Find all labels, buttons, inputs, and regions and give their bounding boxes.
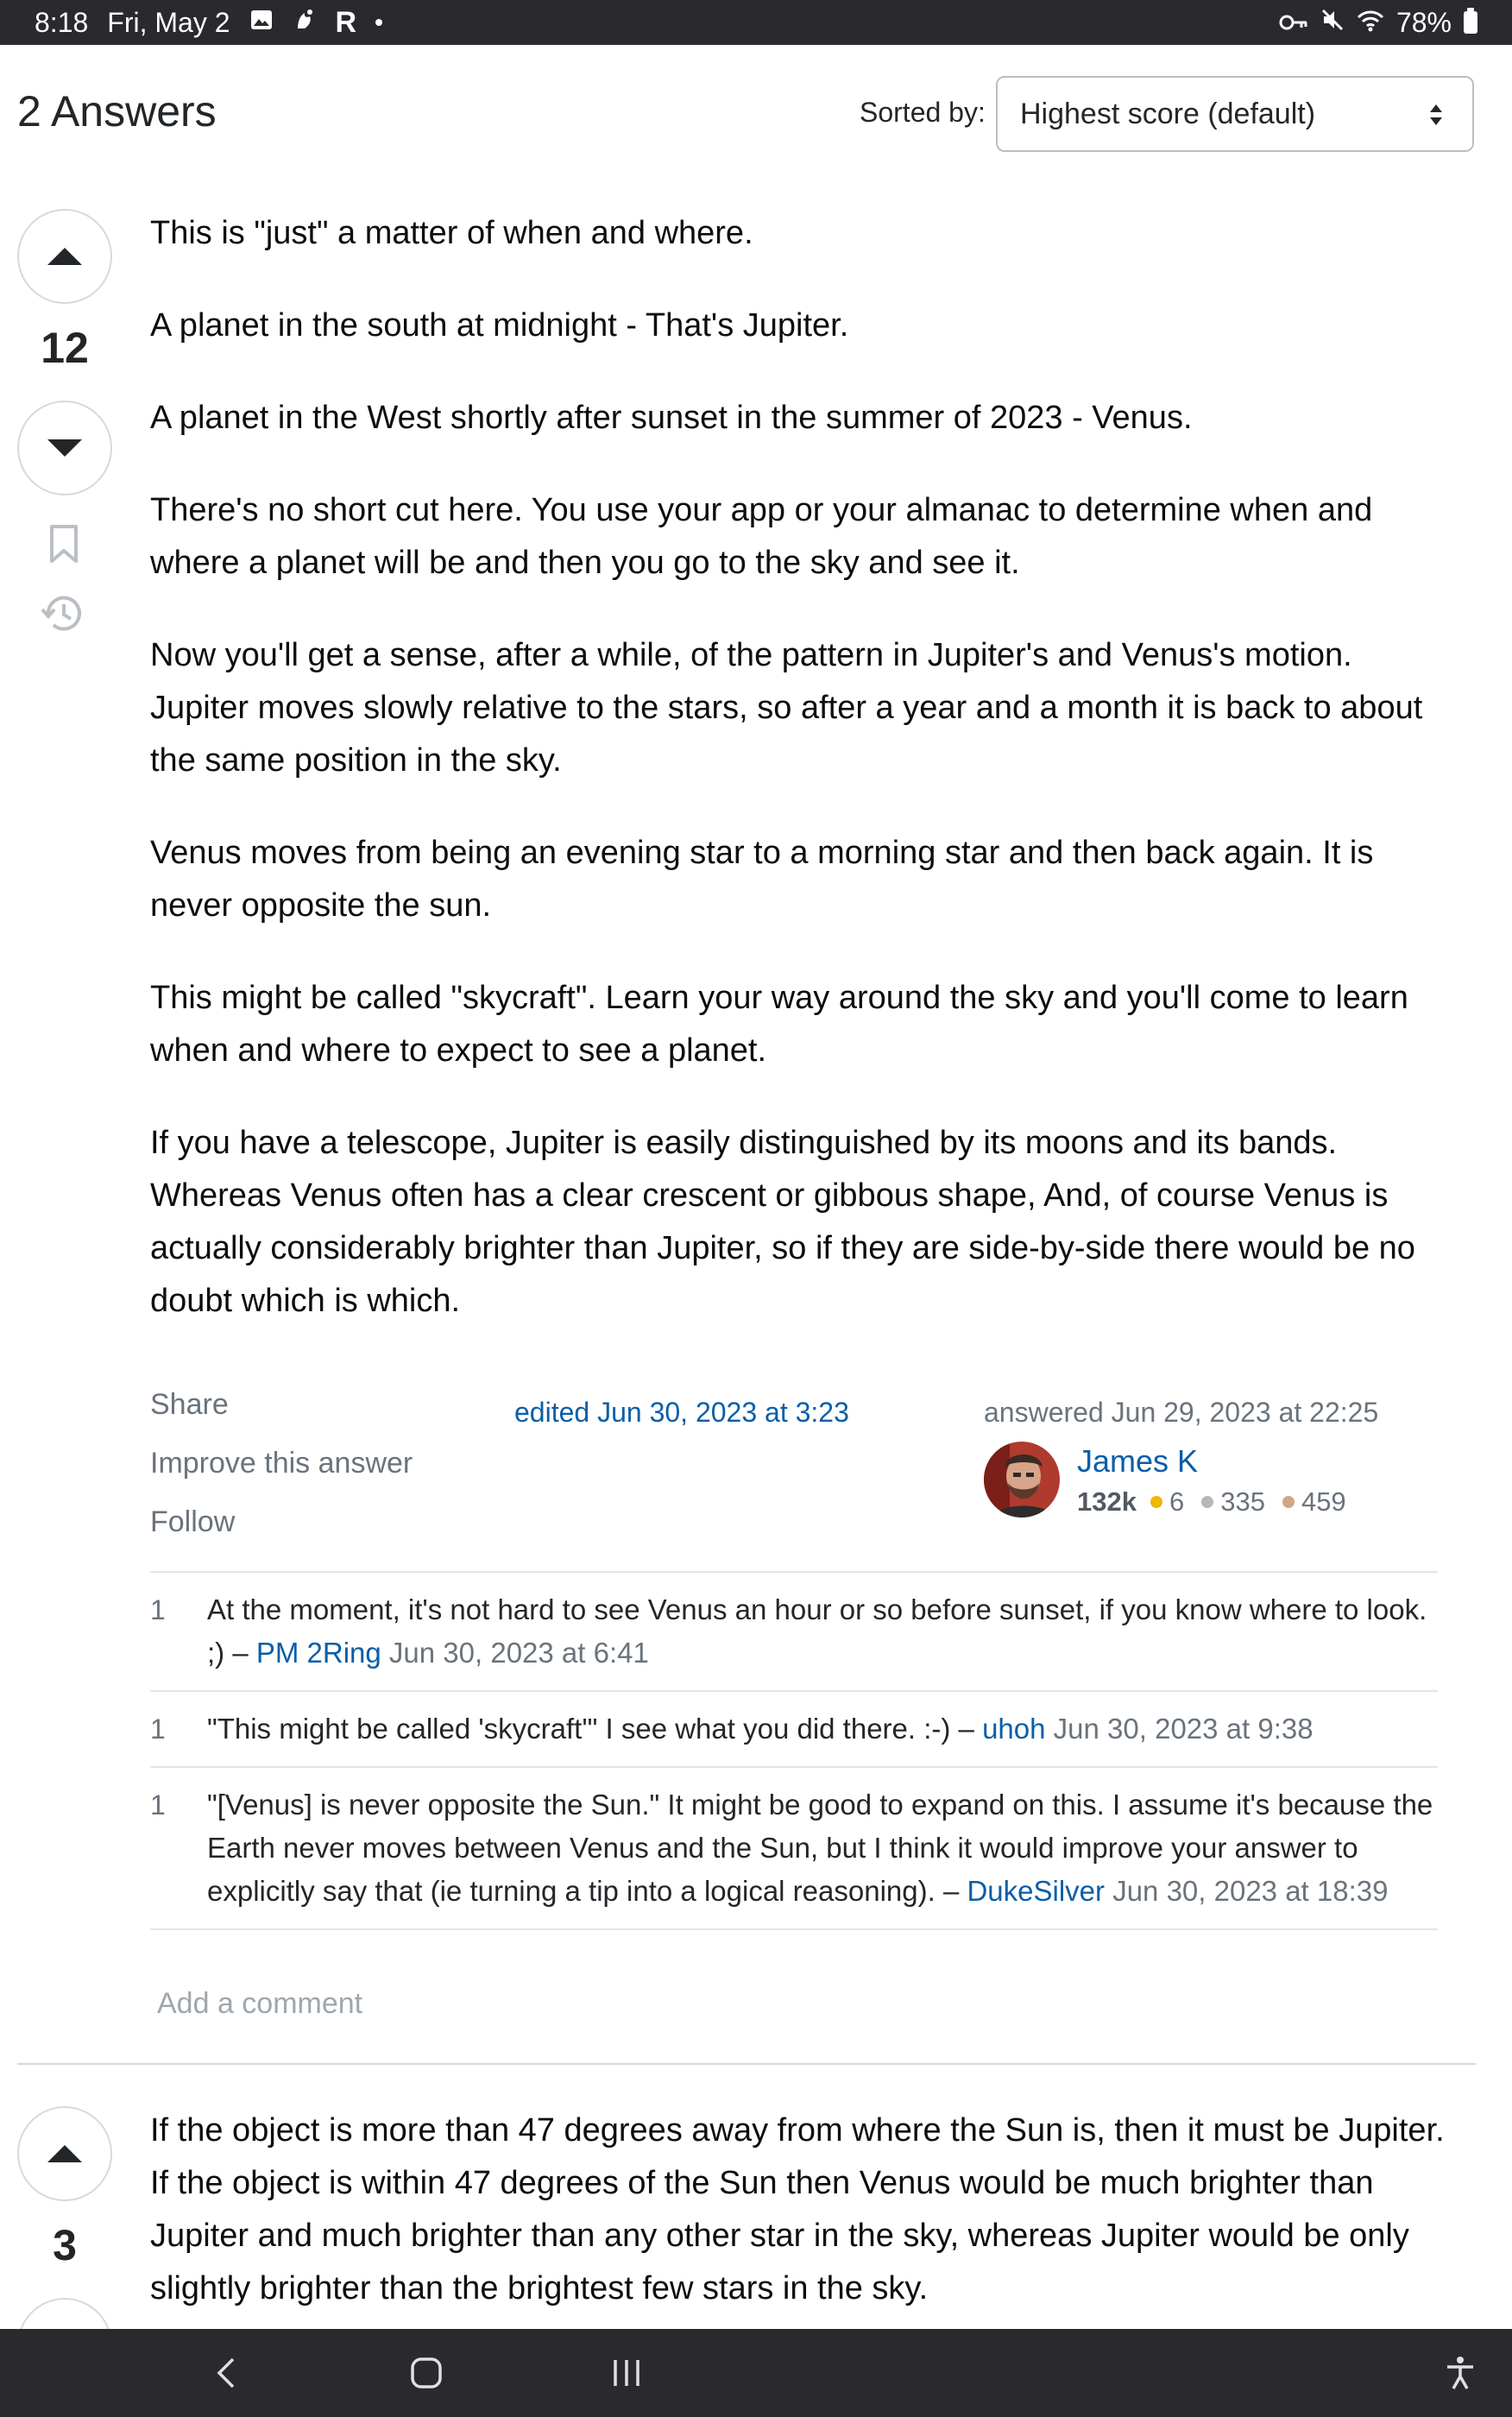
add-comment-link[interactable]: Add a comment — [157, 1987, 363, 2020]
vote-count: 12 — [41, 324, 89, 372]
comment — [150, 1692, 1438, 1768]
comment-score: 1 — [150, 1789, 166, 1821]
status-time: 8:18 — [35, 6, 89, 38]
more-notifications-dot-icon — [375, 19, 382, 26]
comment-user-link[interactable]: uhoh — [982, 1713, 1046, 1745]
home-icon — [410, 2357, 443, 2389]
answer-body — [150, 2105, 1445, 2355]
sort-caret-icon — [1429, 102, 1443, 128]
avatar[interactable] — [984, 1442, 1060, 1518]
bookmark-icon[interactable] — [48, 525, 79, 565]
timeline-history-icon[interactable] — [40, 592, 85, 635]
edited-link[interactable]: edited Jun 30, 2023 at 3:23 — [514, 1397, 849, 1428]
sort-label: Sorted by: — [860, 97, 986, 128]
improve-answer-link[interactable]: Improve this answer — [150, 1447, 413, 1480]
gallery-notification-icon — [249, 7, 274, 39]
comment-text: "This might be called 'skycraft'" I see what you did there. :-) – — [207, 1713, 974, 1745]
comment-score: 1 — [150, 1594, 166, 1625]
mute-icon — [1320, 7, 1345, 39]
status-bar — [0, 0, 1512, 45]
comment-user-link[interactable]: PM 2Ring — [255, 1637, 381, 1669]
r-notification-icon: R — [335, 5, 357, 39]
answer-paragraph: There's no short cut here. You use your app or your almanac to determine when and where a planet will be and then you go to the sky and see it. — [150, 492, 1373, 581]
share-link[interactable]: Share — [150, 1388, 229, 1421]
downvote-arrow-icon — [47, 438, 82, 458]
gold-badge-icon — [1150, 1496, 1162, 1508]
wifi-icon — [1357, 7, 1384, 39]
accessibility-icon — [1446, 2356, 1475, 2390]
battery-percent: 78% — [1395, 6, 1452, 38]
home-button[interactable] — [392, 2329, 461, 2417]
gold-badge-count: 6 — [1169, 1486, 1185, 1517]
upvote-button[interactable] — [17, 209, 112, 304]
answer-divider — [17, 2063, 1476, 2065]
answer-body — [150, 207, 1445, 1367]
back-button[interactable] — [192, 2329, 261, 2417]
comments-list — [150, 1571, 1438, 1930]
follow-link[interactable]: Follow — [150, 1505, 236, 1538]
sort-select[interactable] — [996, 76, 1474, 152]
comment-user-link[interactable]: DukeSilver — [967, 1875, 1106, 1907]
answers-count-title: 2 Answers — [17, 87, 217, 136]
back-chevron-icon — [216, 2356, 236, 2390]
answer-paragraph: If you have a telescope, Jupiter is easily distinguished by its moons and its bands. Whereas Venus often has a clear crescent or gibbous shape, And, of course Venus is actually considerably brighter than Jupiter, so if they are side-by-side there would be no doubt which is which. — [150, 1125, 1415, 1319]
answer-paragraph: Now you'll get a sense, after a while, of the pattern in Jupiter's and Venus's motion. Jupiter moves slowly relative to the stars, so after a year and a month it is back to about the same position in the sky. — [150, 637, 1423, 779]
bronze-badge-icon — [1282, 1496, 1295, 1508]
author-stats — [1077, 1486, 1355, 1518]
system-navigation-bar — [0, 2329, 1512, 2417]
battery-icon — [1464, 11, 1477, 34]
silver-badge-count: 335 — [1220, 1486, 1265, 1517]
vote-count: 3 — [53, 2221, 77, 2269]
comment-text: "[Venus] is never opposite the Sun." It might be good to expand on this. I assume it's because the Earth never moves between Venus and the Sun, but I think it would improve your answer to explicitly say that (ie turning a tip into a logical reasoning). – — [207, 1789, 1433, 1907]
status-date: Fri, May 2 — [107, 6, 230, 38]
answered-timestamp: answered Jun 29, 2023 at 22:25 — [984, 1397, 1379, 1428]
app-notification-icon — [293, 7, 317, 39]
comment — [150, 1573, 1438, 1692]
comment — [150, 1768, 1438, 1930]
accessibility-button[interactable] — [1426, 2329, 1495, 2417]
upvote-arrow-icon — [47, 2143, 82, 2164]
author-name[interactable]: James K — [1077, 1443, 1199, 1479]
recent-apps-button[interactable] — [592, 2329, 661, 2417]
answer-paragraph: This is "just" a matter of when and where. — [150, 215, 753, 251]
comment-date[interactable]: Jun 30, 2023 at 9:38 — [1053, 1713, 1314, 1745]
sort-selected-value: Highest score (default) — [1020, 97, 1316, 130]
answer-paragraph: A planet in the south at midnight - That's Jupiter. — [150, 307, 849, 344]
comment-date[interactable]: Jun 30, 2023 at 18:39 — [1112, 1875, 1389, 1907]
vpn-key-icon — [1279, 7, 1308, 39]
bronze-badge-count: 459 — [1301, 1486, 1346, 1517]
comment-score: 1 — [150, 1713, 166, 1745]
answer-paragraph: If the object is more than 47 degrees away from where the Sun is, then it must be Jupiter. If the object is within 47 degrees of the Sun then Venus would be much brighter than Jupiter and much brighter than any other star in the sky, whereas Jupiter would be only slightly brighter than the brightest few stars in the sky. — [150, 2112, 1445, 2307]
upvote-arrow-icon — [47, 246, 82, 267]
author-reputation: 132k — [1077, 1486, 1137, 1517]
downvote-button[interactable] — [17, 401, 112, 495]
answer-paragraph: A planet in the West shortly after sunset in the summer of 2023 - Venus. — [150, 400, 1193, 436]
recent-apps-icon — [610, 2358, 643, 2388]
silver-badge-icon — [1201, 1496, 1213, 1508]
answer-paragraph: This might be called "skycraft". Learn your way around the sky and you'll come to learn when and where to expect to see a planet. — [150, 980, 1408, 1069]
comment-date[interactable]: Jun 30, 2023 at 6:41 — [388, 1637, 649, 1669]
upvote-button[interactable] — [17, 2106, 112, 2201]
comment-text: At the moment, it's not hard to see Venus an hour or so before sunset, if you know where to look. ;) – — [207, 1593, 1427, 1669]
answer-paragraph: Venus moves from being an evening star to a morning star and then back again. It is never opposite the sun. — [150, 835, 1374, 924]
